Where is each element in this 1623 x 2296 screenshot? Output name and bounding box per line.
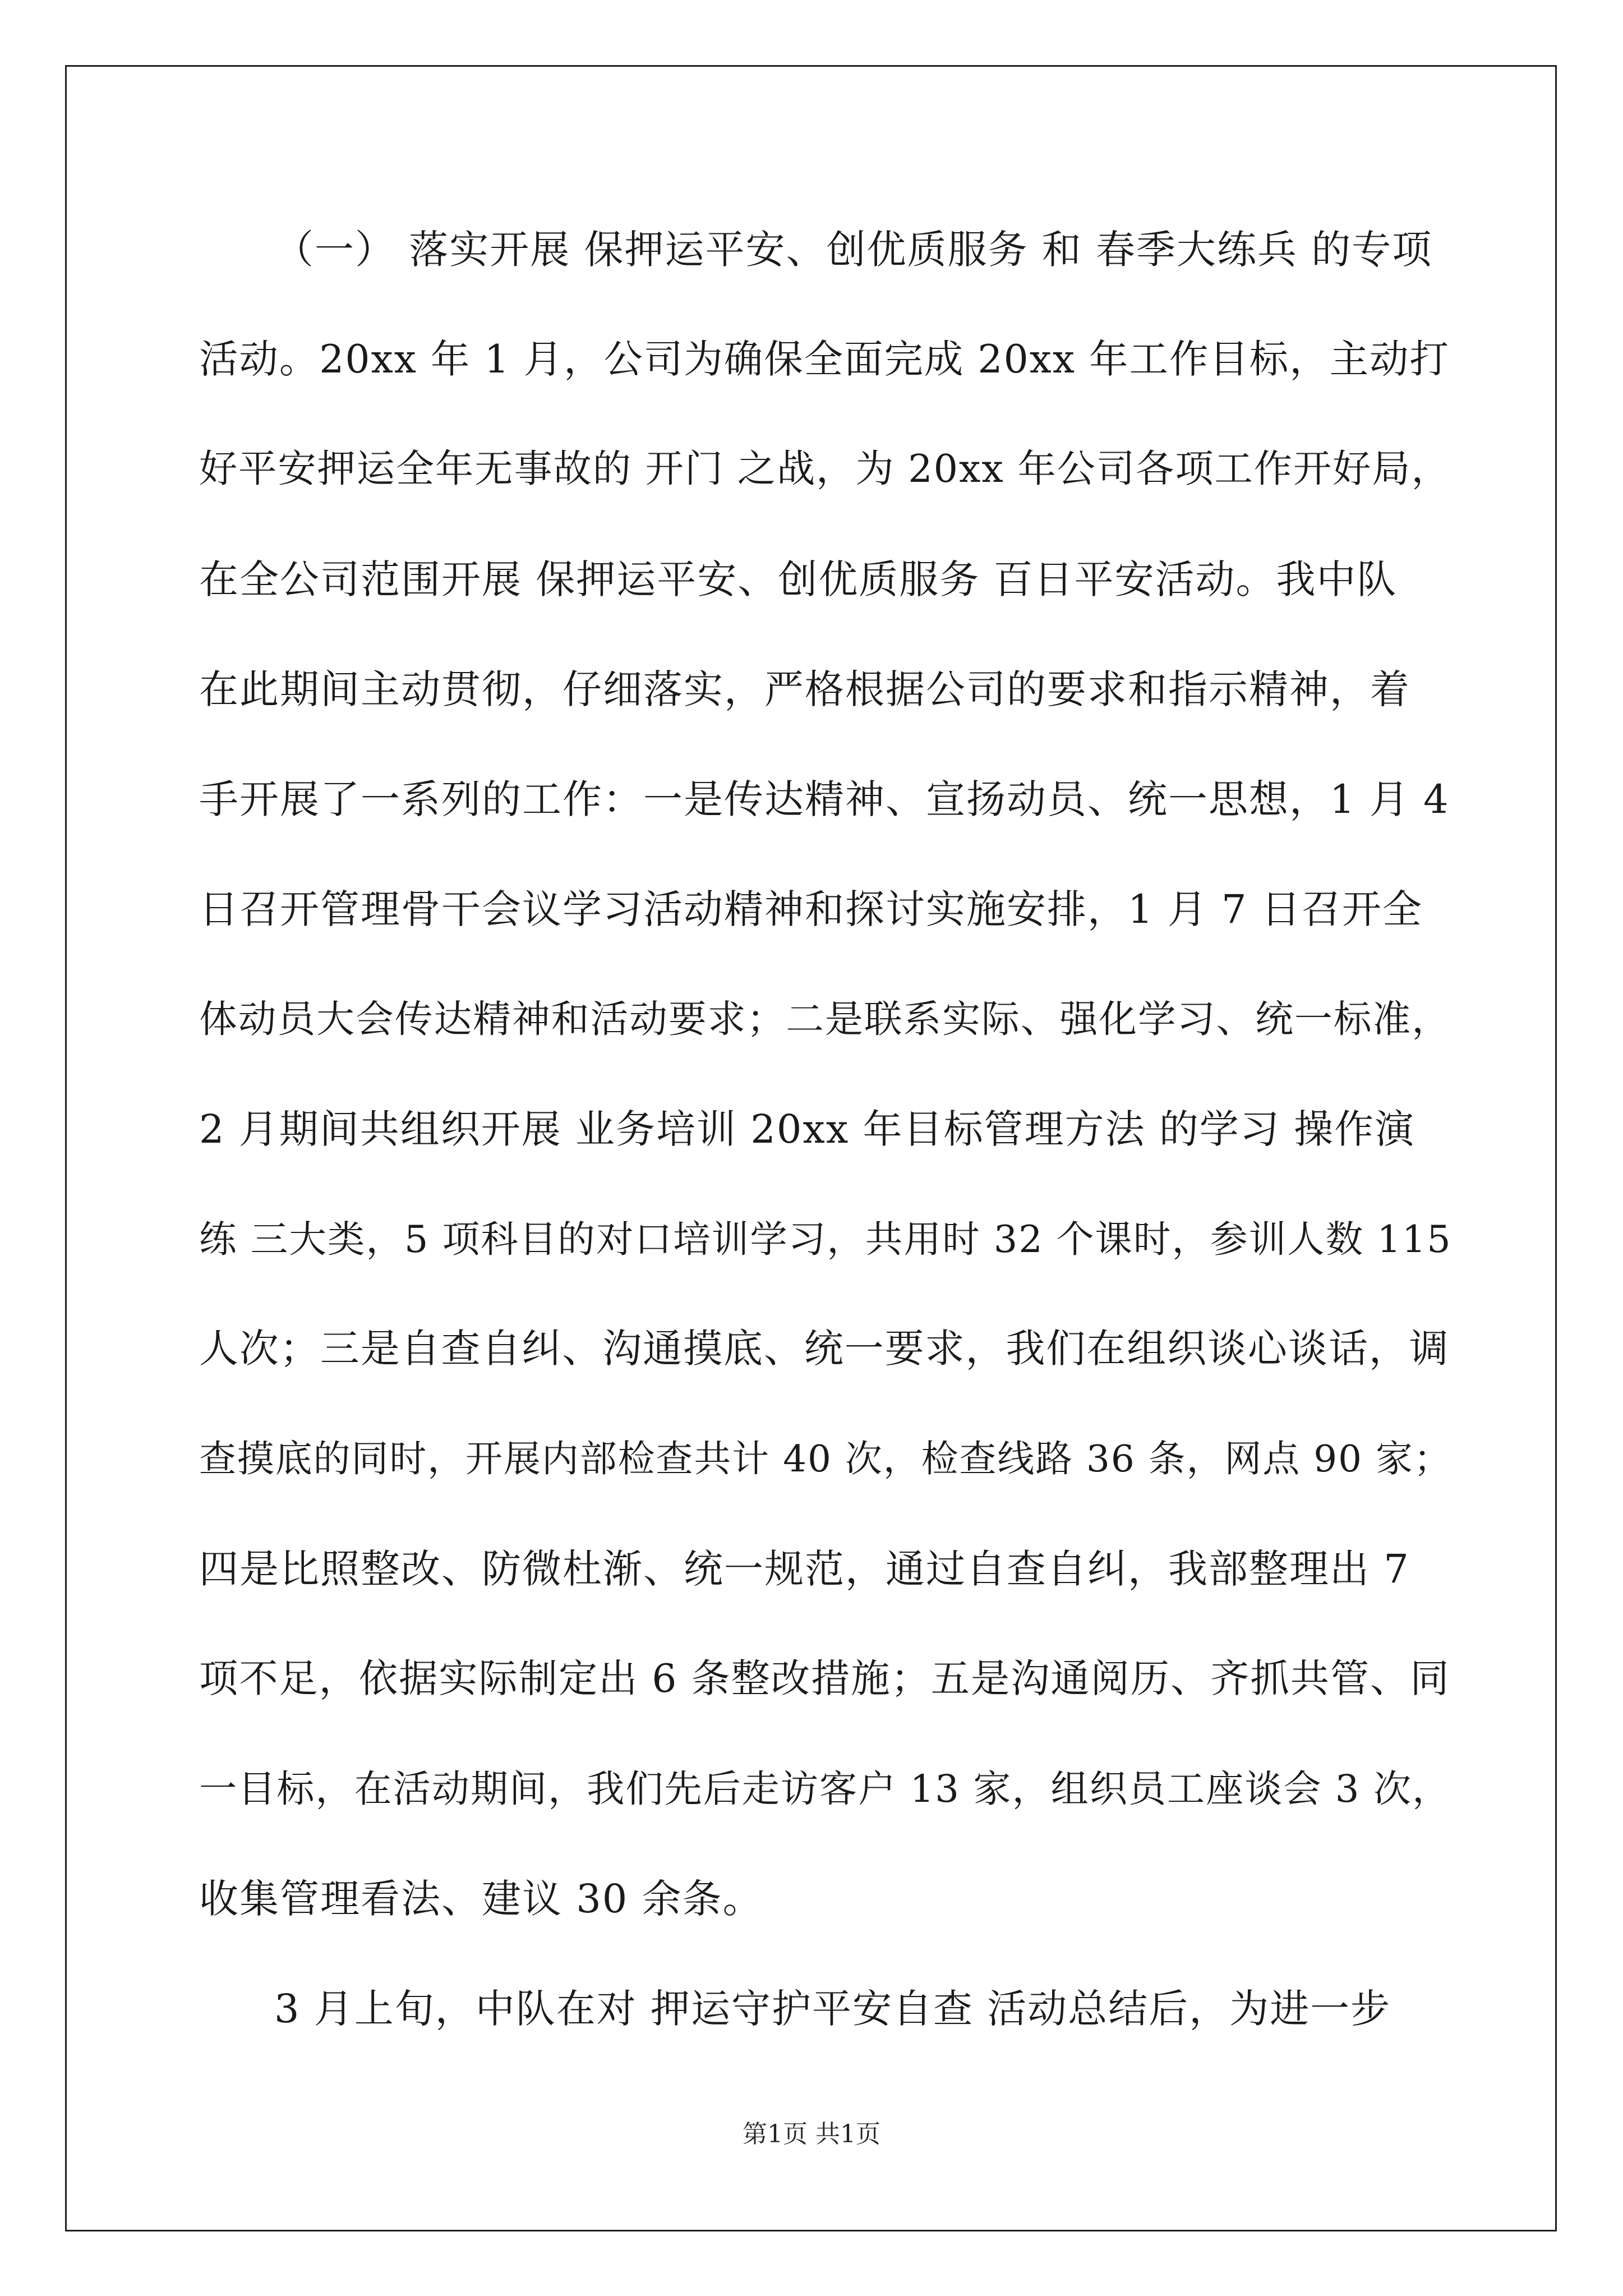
text-line: 2 月期间共组织开展 业务培训 20xx 年目标管理方法 的学习 操作演 (199, 1106, 1415, 1152)
text-line: 四是比照整改、防微杜渐、统一规范，通过自查自纠，我部整理出 7 (199, 1546, 1410, 1592)
text-line: 练 三大类，5 项科目的对口培训学习，共用时 32 个课时，参训人数 115 (199, 1217, 1452, 1261)
text-line: 好平安押运全年无事故的 开门 之战，为 20xx 年公司各项工作开好局， (199, 447, 1451, 491)
text-line: 收集管理看法、建议 30 余条。 (199, 1876, 763, 1922)
text-line: 在此期间主动贯彻，仔细落实，严格根据公司的要求和指示精神，着 (199, 666, 1410, 712)
text-line: 日召开管理骨干会议学习活动精神和探讨实施安排，1 月 7 日召开全 (199, 886, 1423, 932)
text-line: 活动。20xx 年 1 月，公司为确保全面完成 20xx 年工作目标，主动打 (199, 337, 1450, 382)
text-line: 一目标，在活动期间，我们先后走访客户 13 家，组织员工座谈会 3 次， (199, 1767, 1451, 1811)
text-line: （一） 落实开展 保押运平安、创优质服务 和 春季大练兵 的专项 (274, 227, 1433, 273)
page-footer: 第1页 共1页 (743, 2120, 880, 2148)
text-line: 项不足，依据实际制定出 6 条整改措施；五是沟通阅历、齐抓共管、同 (199, 1657, 1450, 1701)
text-line: 3 月上旬，中队在对 押运守护平安自查 活动总结后，为进一步 (274, 1986, 1391, 2032)
text-line: 人次；三是自查自纠、沟通摸底、统一要求，我们在组织谈心谈话，调 (199, 1326, 1450, 1372)
text-line: 查摸底的同时，开展内部检查共计 40 次，检查线路 36 条，网点 90 家； (199, 1437, 1452, 1480)
text-line: 在全公司范围开展 保押运平安、创优质服务 百日平安活动。我中队 (199, 556, 1398, 602)
text-line: 体动员大会传达精神和活动要求；二是联系实际、强化学习、统一标准， (199, 997, 1451, 1041)
text-line: 手开展了一系列的工作：一是传达精神、宣扬动员、统一思想，1 月 4 (199, 776, 1450, 822)
